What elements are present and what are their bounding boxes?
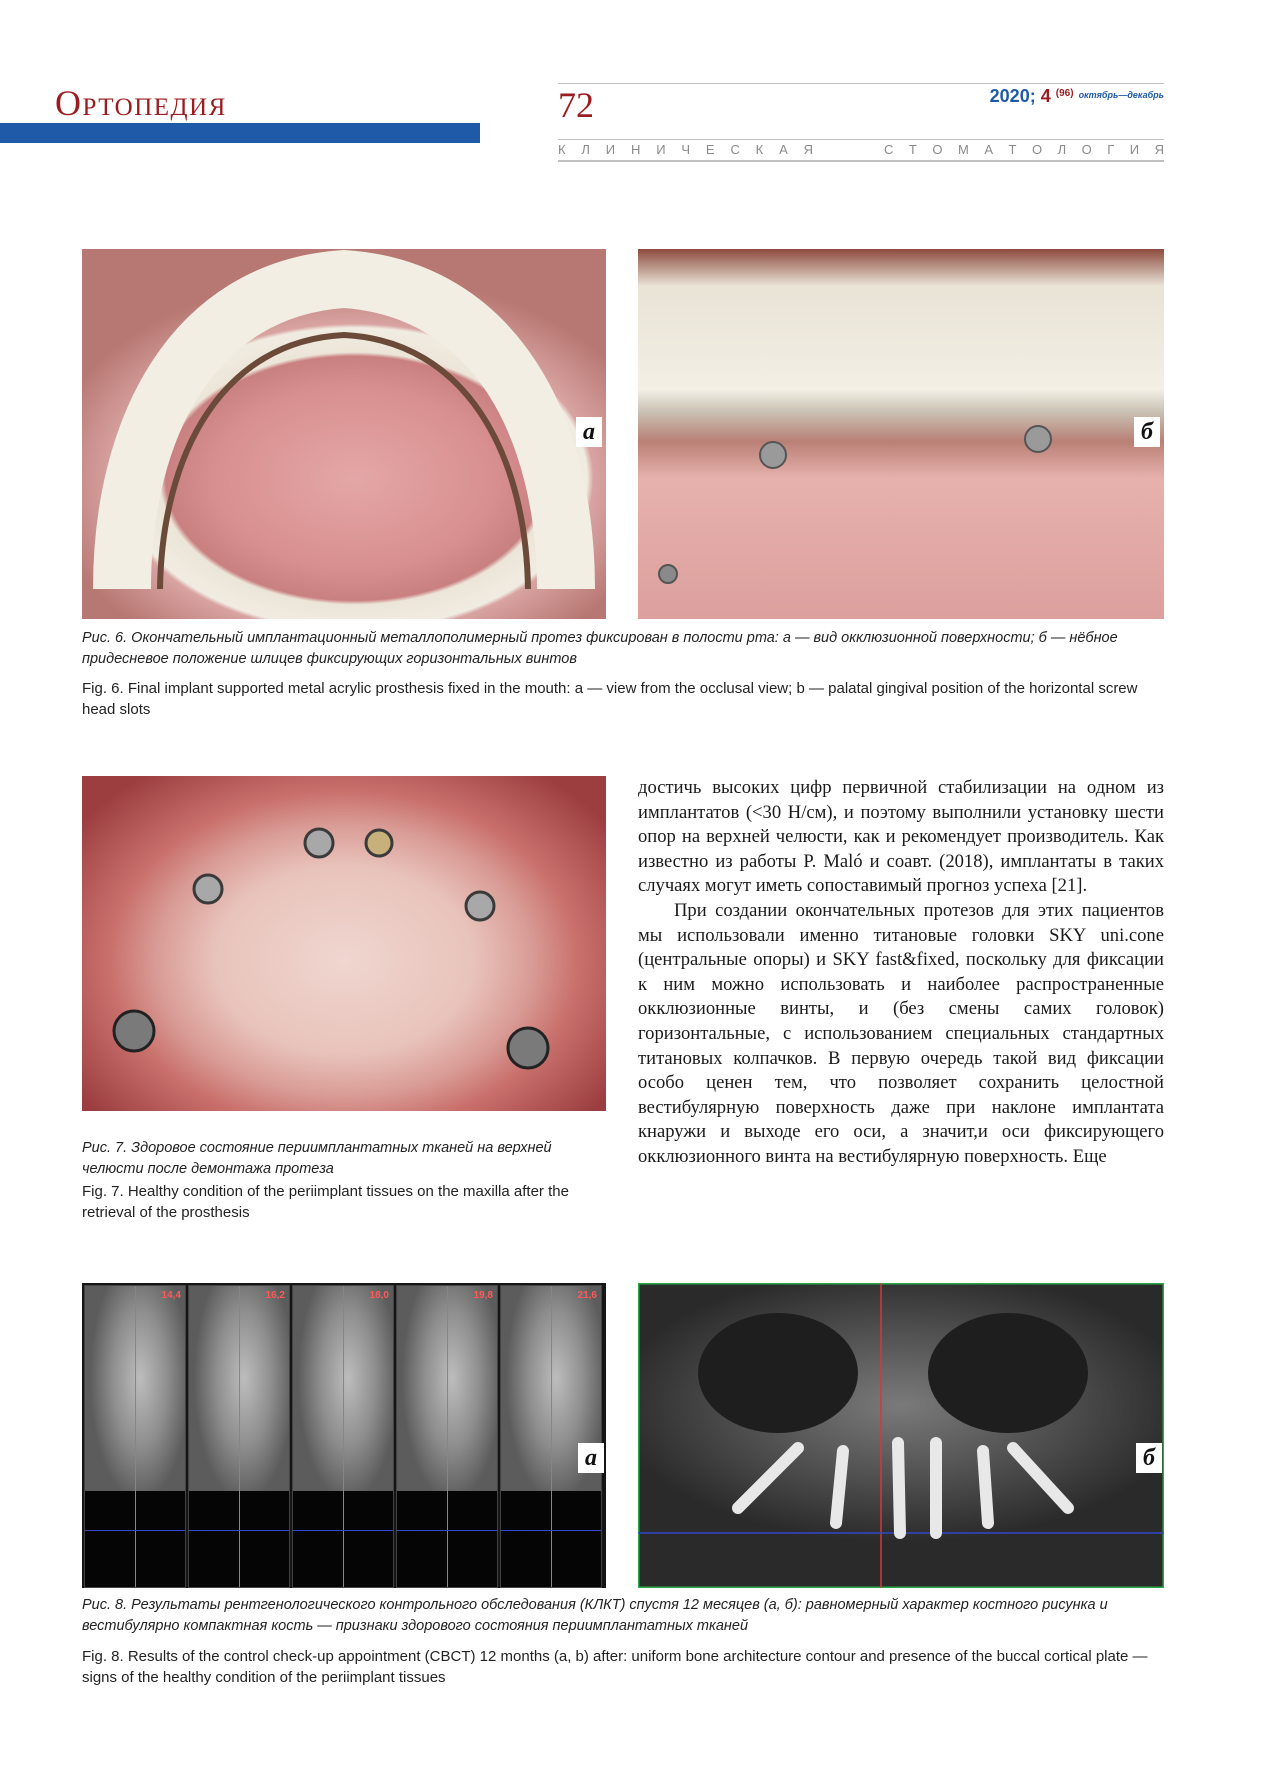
journal-title-letter: К — [558, 142, 566, 157]
journal-title-letter: И — [605, 142, 616, 157]
figure-7-caption-en: Fig. 7. Healthy condition of the periimplant tissues on the maxilla after the retrieval of the prosthesis — [82, 1183, 569, 1221]
ct-slice-guide-vertical — [135, 1286, 136, 1587]
ct-slice-guide-horizontal — [397, 1530, 497, 1531]
issue-info — [900, 86, 1164, 107]
ct-slice-guide-vertical — [239, 1286, 240, 1587]
figure-6b-label: б — [1134, 417, 1160, 447]
journal-title-letter: Т — [908, 142, 917, 157]
figure-8a-label: а — [578, 1443, 604, 1473]
figure-6-caption-en: Fig. 6. Final implant supported metal acrylic prosthesis fixed in the mouth: a — view from the occlusal view; b — palatal gingival position of the horizontal screw head slots — [82, 680, 1138, 718]
header-rule-top — [558, 83, 1164, 84]
journal-title-letter: О — [1081, 142, 1092, 157]
ct-slice-guide-vertical — [343, 1286, 344, 1587]
issue-total: (96) — [1055, 88, 1074, 99]
body-paragraph-1: достичь высоких цифр первичной стабилизации на одном из имплантатов (<30 Н/см), и поэтому выполнили установку шести опор на верхней челюсти, как и рекомендует производитель. Как известно из работы P. Maló и соавт. (2018), имплантаты в таких случаях могут иметь сопоставимый прогноз успеха [21]. — [638, 777, 1164, 897]
figure-6b-photo — [638, 249, 1164, 619]
journal-title-letter: И — [1129, 142, 1140, 157]
issue-year: 2020; — [989, 86, 1036, 106]
journal-title-letter: Л — [581, 142, 590, 157]
ct-slice-guide-vertical — [447, 1286, 448, 1587]
figure-6a-photo — [82, 249, 606, 619]
journal-title-letter: Л — [1057, 142, 1067, 157]
ct-slice-value: 21,6 — [577, 1290, 597, 1301]
ct-slice-guide-vertical — [551, 1286, 552, 1587]
journal-title-letter: Т — [1008, 142, 1017, 157]
journal-title-letter: А — [984, 142, 993, 157]
journal-title-letter: М — [957, 142, 969, 157]
journal-title — [558, 142, 1164, 157]
journal-title-letter: Ч — [681, 142, 691, 157]
journal-title-letter: И — [656, 142, 666, 157]
journal-word-2 — [884, 142, 1164, 157]
section-color-bar — [0, 123, 480, 143]
figure-7-photo — [82, 776, 606, 1111]
issue-months: октябрь—декабрь — [1078, 90, 1164, 100]
ct-slice-guide-horizontal — [189, 1530, 289, 1531]
figure-6a-label: а — [576, 417, 602, 447]
figure-8-caption-en: Fig. 8. Results of the control check-up appointment (CBCT) 12 months (a, b) after: uniform bone architecture contour and presence of the buccal cortical plate — signs of the healthy condition of the periimplant tissues — [82, 1648, 1148, 1686]
ct-slice — [500, 1285, 602, 1588]
ct-slice-guide-horizontal — [293, 1530, 393, 1531]
journal-title-letter: Н — [630, 142, 641, 157]
ct-slice-guide-horizontal — [501, 1530, 601, 1531]
figure-6-caption-ru: Рис. 6. Окончательный имплантационный металлополимерный протез фиксирован в полости рта: а — вид окклюзионной поверхности; б — нёбное придесневое положение шлицев фиксирующих горизонтальных винтов — [82, 630, 1118, 667]
figure-8b-panoramic-ct — [638, 1283, 1164, 1588]
ct-slice — [84, 1285, 186, 1588]
journal-title-letter: К — [755, 142, 764, 157]
ct-slice — [396, 1285, 498, 1588]
ct-slice — [188, 1285, 290, 1588]
body-text — [638, 776, 1164, 1170]
ct-slice-value: 16,2 — [265, 1290, 285, 1301]
journal-title-letter: Е — [705, 142, 715, 157]
ct-slice — [292, 1285, 394, 1588]
header-rule-bottom — [558, 160, 1164, 162]
issue-number: 4 — [1040, 86, 1051, 106]
journal-title-letter: О — [1031, 142, 1043, 157]
header-rule-mid — [558, 139, 1164, 140]
journal-title-letter: Я — [803, 142, 813, 157]
journal-title-letter: О — [932, 142, 943, 157]
journal-title-letter: Я — [1154, 142, 1164, 157]
journal-title-letter: С — [884, 142, 894, 157]
ct-slice-guide-horizontal — [85, 1530, 185, 1531]
figure-8a-ct-slices — [82, 1283, 606, 1588]
ct-slice-value: 19,8 — [473, 1290, 493, 1301]
figure-7-caption-ru: Рис. 7. Здоровое состояние периимплантатных тканей на верхней челюсти после демонтажа протеза — [82, 1140, 552, 1177]
body-paragraph-2: При создании окончательных протезов для этих пациентов мы использовали именно титановые головки SKY uni.cone (центральные опоры) и SKY fast&fixed, поскольку для фиксации к ним можно использовать и наиболее распространенные окклюзионные винты, и (без смены самих головок) горизонтальные, с использованием специальных стандартных титановых колпачков. В первую очередь такой вид фиксации особо ценен тем, что позволяет сохранить целостной вестибулярную поверхность даже при наклоне имплантата кнаружи и выходе его оси, а значит,и оси фиксирующего окклюзионного винта на вестибулярную поверхность. Еще — [638, 899, 1164, 1167]
ct-slice-value: 18,0 — [369, 1290, 389, 1301]
figure-8b-label: б — [1136, 1443, 1162, 1473]
ct-slice-value: 14,4 — [161, 1290, 181, 1301]
section-title: Ортопедия — [55, 83, 227, 123]
journal-title-letter: С — [730, 142, 740, 157]
journal-title-letter: А — [779, 142, 788, 157]
page-number: 72 — [558, 85, 594, 125]
figure-8-caption-ru: Рис. 8. Результаты рентгенологического контрольного обследования (КЛКТ) спустя 12 месяцев (а, б): равномерный характер костного рисунка и вестибулярно компактная кость — признаки здорового состояния периимплантатных тканей — [82, 1597, 1108, 1634]
journal-word-1 — [558, 142, 813, 157]
journal-title-letter: Г — [1107, 142, 1115, 157]
